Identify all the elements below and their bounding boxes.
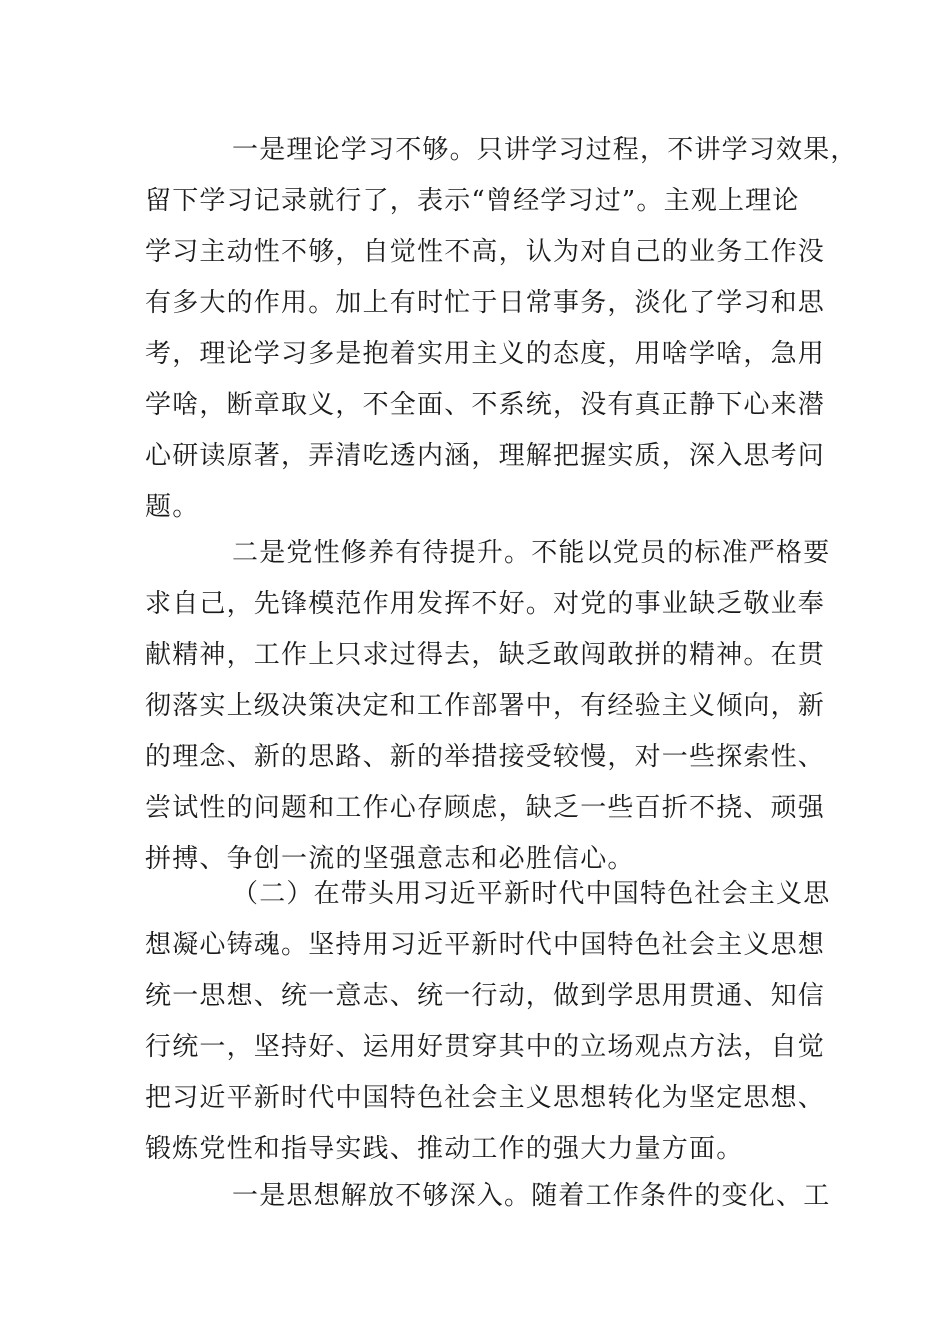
text-line: 统一思想、统一意志、统一行动，做到学思用贯通、知信 (145, 981, 826, 1011)
text-line: 留下学习记录就行了，表示“曾经学习过”。主观上理论 (145, 186, 800, 216)
text-line: 学习主动性不够，自觉性不高，认为对自己的业务工作没 (145, 237, 826, 267)
text-line: 拼搏、争创一流的坚强意志和必胜信心。 (145, 844, 635, 874)
text-line: 的理念、新的思路、新的举措接受较慢，对一些探索性、 (145, 742, 826, 772)
text-line: 考，理论学习多是抱着实用主义的态度，用啥学啥，急用 (145, 339, 826, 369)
text-line: 求自己，先锋模范作用发挥不好。对党的事业缺乏敬业奉 (145, 589, 826, 619)
text-line: 二是党性修养有待提升。不能以党员的标准严格要 (232, 538, 831, 568)
text-line: 学啥，断章取义，不全面、不系统，没有真正静下心来潜 (145, 390, 826, 420)
text-line: 尝试性的问题和工作心存顾虑，缺乏一些百折不挠、顽强 (145, 793, 826, 823)
text-line: 一是理论学习不够。只讲学习过程，不讲学习效果， (232, 135, 858, 165)
text-line: 心研读原著，弄清吃透内涵，理解把握实质，深入思考问 (145, 441, 826, 471)
text-line: 想凝心铸魂。坚持用习近平新时代中国特色社会主义思想 (145, 930, 826, 960)
text-line: 有多大的作用。加上有时忙于日常事务，淡化了学习和思 (145, 288, 826, 318)
text-line: 彻落实上级决策决定和工作部署中，有经验主义倾向，新 (145, 691, 826, 721)
text-line: 把习近平新时代中国特色社会主义思想转化为坚定思想、 (145, 1083, 826, 1113)
text-line: 行统一，坚持好、运用好贯穿其中的立场观点方法，自觉 (145, 1032, 826, 1062)
text-line: 献精神，工作上只求过得去，缺乏敢闯敢拼的精神。在贯 (145, 640, 826, 670)
text-line: 一是思想解放不够深入。随着工作条件的变化、工 (232, 1181, 831, 1211)
section-heading-line: （二）在带头用习近平新时代中国特色社会主义思 (232, 879, 831, 909)
text-line: 锻炼党性和指导实践、推动工作的强大力量方面。 (145, 1134, 744, 1164)
text-line: 题。 (145, 492, 200, 522)
